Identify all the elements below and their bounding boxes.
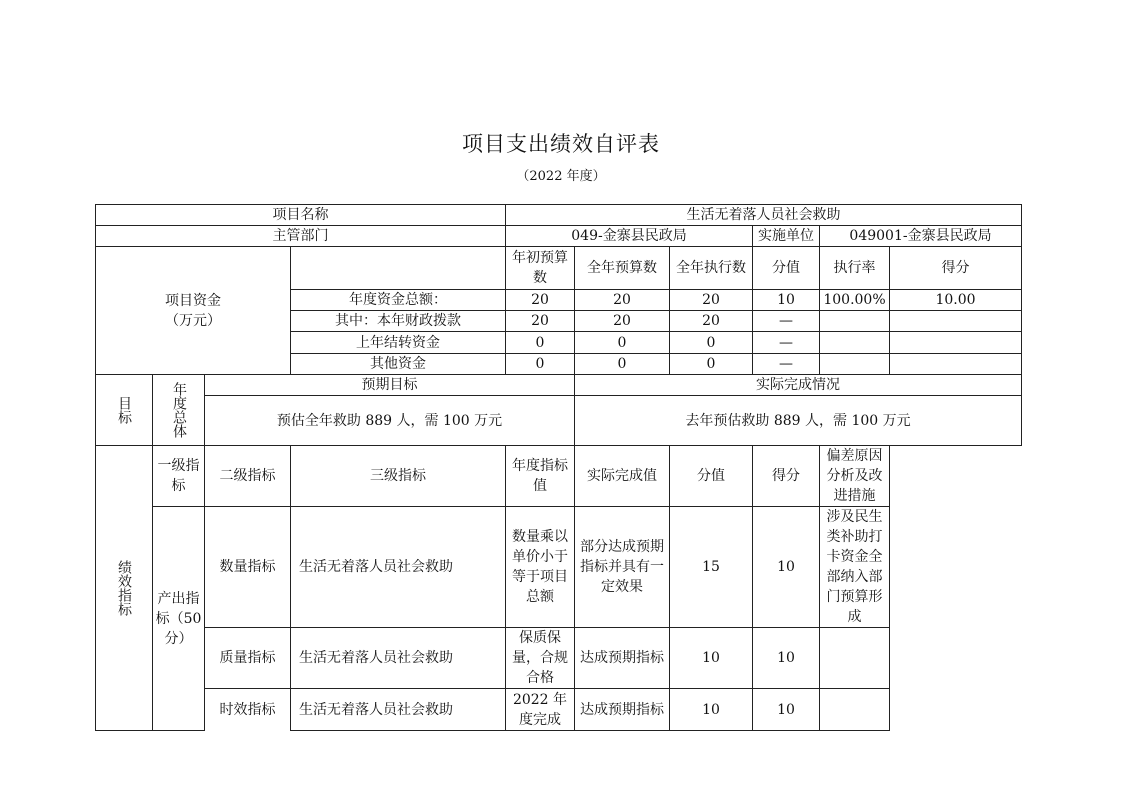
funds-row-rate: 100.00% [820,290,890,311]
dept-label: 主管部门 [96,226,506,247]
perf-row-score-value: 10 [670,628,753,689]
impl-label: 实施单位 [753,226,820,247]
project-name-label: 项目名称 [96,205,506,226]
funds-header-annual: 全年预算数 [575,247,670,290]
funds-row-executed: 20 [670,290,753,311]
funds-label-line2: （万元） [165,312,221,329]
perf-row-actual: 部分达成预期指标并具有一定效果 [575,507,670,628]
funds-row-annual: 0 [575,332,670,354]
perf-row-level3: 生活无着落人员社会救助 [291,689,506,731]
project-name-row [96,205,1022,226]
perf-header-level1: 一级指标 [153,446,205,507]
funds-header-score-value: 分值 [753,247,820,290]
perf-row-level3: 生活无着落人员社会救助 [291,628,506,689]
perf-row-score: 10 [753,628,820,689]
funds-header-blank [291,247,506,290]
goals-expected-header: 预期目标 [205,375,575,396]
funds-header-score: 得分 [890,247,1022,290]
funds-header-row [96,247,1022,290]
funds-label-line1: 项目资金 [165,292,221,309]
department-row [96,226,1022,247]
performance-row [96,628,1022,689]
perf-row-score-value: 15 [670,507,753,628]
funds-row-score [890,311,1022,332]
evaluation-table [95,204,1022,731]
perf-row-level2: 数量指标 [205,507,291,628]
funds-row-executed: 0 [670,332,753,354]
performance-row [96,507,1022,628]
perf-header-level2: 二级指标 [205,446,291,507]
performance-header-row [96,446,1022,507]
funds-row-rate [820,354,890,375]
funds-header-rate: 执行率 [820,247,890,290]
perf-header-level3: 三级指标 [291,446,506,507]
goals-outer-text: 目标 [116,396,132,424]
funds-row-initial: 20 [506,311,575,332]
funds-row-annual: 20 [575,311,670,332]
goals-actual-header: 实际完成情况 [575,375,1022,396]
funds-row-executed: 0 [670,354,753,375]
funds-row-executed: 20 [670,311,753,332]
funds-row-label: 其中：本年财政拨款 [291,311,506,332]
perf-row-level2: 时效指标 [205,689,291,731]
perf-header-deviation: 偏差原因分析及改进措施 [820,446,890,507]
funds-row-label: 其他资金 [291,354,506,375]
funds-row-annual: 20 [575,290,670,311]
funds-row-score-value: 10 [753,290,820,311]
performance-section-label [96,446,153,731]
goals-content-row [96,396,1022,446]
perf-row-target: 2022 年度完成 [506,689,575,731]
perf-row-score-value: 10 [670,689,753,731]
perf-header-score-value: 分值 [670,446,753,507]
goals-header-row [96,375,1022,396]
funds-row-initial: 0 [506,332,575,354]
funds-row-score [890,354,1022,375]
perf-row-target: 数量乘以单价小于等于项目总额 [506,507,575,628]
performance-section-text: 绩效指标 [116,560,132,616]
funds-row-rate [820,332,890,354]
funds-row-score-value: — [753,311,820,332]
perf-header-target: 年度指标值 [506,446,575,507]
page-title: 项目支出绩效自评表 [462,132,660,156]
perf-row-level2: 质量指标 [205,628,291,689]
page-subtitle: （2022 年度） [516,169,606,184]
perf-row-target: 保质保量，合规合格 [506,628,575,689]
funds-row-label: 年度资金总额： [291,290,506,311]
perf-header-actual: 实际完成值 [575,446,670,507]
perf-row-score: 10 [753,507,820,628]
project-name-value: 生活无着落人员社会救助 [506,205,1022,226]
performance-row [96,689,1022,731]
funds-row-rate [820,311,890,332]
funds-label [96,247,291,375]
funds-row-score-value: — [753,332,820,354]
goals-outer-label [96,375,153,446]
funds-row-score-value: — [753,354,820,375]
funds-header-executed: 全年执行数 [670,247,753,290]
impl-value: 049001-金寨县民政局 [820,226,1022,247]
funds-row-score: 10.00 [890,290,1022,311]
goals-actual-text: 去年预估救助 889 人，需 100 万元 [575,396,1022,446]
funds-row-initial: 0 [506,354,575,375]
perf-row-actual: 达成预期指标 [575,689,670,731]
funds-header-initial: 年初预算数 [506,247,575,290]
goals-inner-label [153,375,205,446]
perf-row-deviation [820,689,890,731]
perf-header-score: 得分 [753,446,820,507]
funds-row-initial: 20 [506,290,575,311]
perf-row-score: 10 [753,689,820,731]
perf-row-deviation [820,628,890,689]
perf-row-actual: 达成预期指标 [575,628,670,689]
funds-row-annual: 0 [575,354,670,375]
perf-row-deviation: 涉及民生类补助打卡资金全部纳入部门预算形成 [820,507,890,628]
goals-inner-text: 年度总体 [171,382,187,438]
funds-row-label: 上年结转资金 [291,332,506,354]
dept-value: 049-金寨县民政局 [506,226,753,247]
goals-expected-text: 预估全年救助 889 人，需 100 万元 [205,396,575,446]
perf-row-level3: 生活无着落人员社会救助 [291,507,506,628]
perf-level1-output: 产出指标（50分） [153,507,205,731]
funds-row-score [890,332,1022,354]
